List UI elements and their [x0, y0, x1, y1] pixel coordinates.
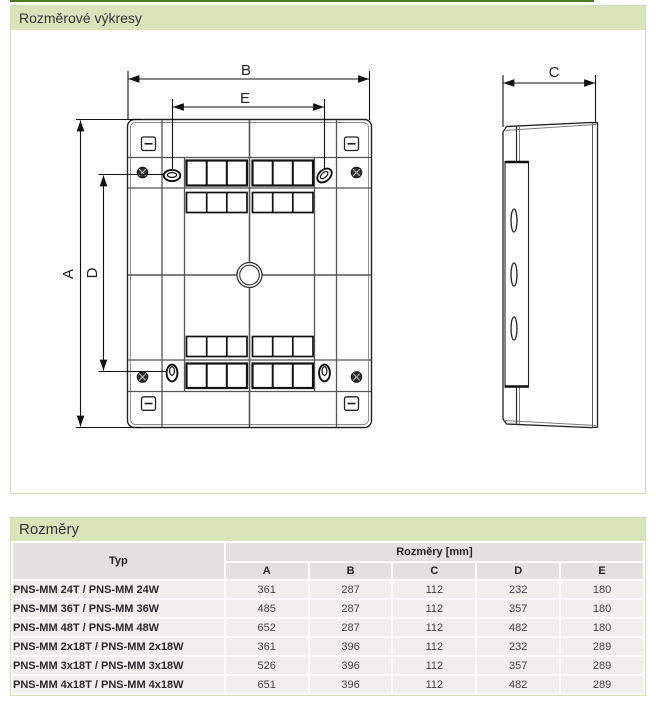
- col-header-typ: Typ: [13, 543, 224, 579]
- cell-a: 485: [226, 600, 308, 617]
- cell-type: PNS-MM 36T / PNS-MM 36W: [13, 600, 224, 617]
- cell-b: 396: [310, 676, 392, 693]
- drawings-section-title: Rozměrové výkresy: [11, 6, 645, 30]
- technical-drawing: [11, 30, 645, 493]
- dimensions-section: [10, 517, 646, 696]
- cell-type: PNS-MM 3x18T / PNS-MM 3x18W: [13, 657, 224, 674]
- center-knockout: [237, 263, 262, 288]
- table-row: [13, 600, 643, 617]
- cell-c: 112: [393, 657, 475, 674]
- cell-d: 482: [477, 676, 559, 693]
- table-row: [13, 638, 643, 655]
- cell-a: 652: [226, 619, 308, 636]
- side-view: [503, 123, 598, 428]
- drawings-section: [10, 5, 646, 494]
- table-row: [13, 619, 643, 636]
- cell-type: PNS-MM 4x18T / PNS-MM 4x18W: [13, 676, 224, 693]
- cell-c: 112: [393, 619, 475, 636]
- table-row: [13, 657, 643, 674]
- cell-d: 482: [477, 619, 559, 636]
- cell-b: 287: [310, 600, 392, 617]
- table-row: [13, 676, 643, 693]
- front-view: [128, 120, 372, 428]
- cell-b: 287: [310, 619, 392, 636]
- dim-label-e: E: [239, 90, 251, 107]
- cell-e: 180: [561, 600, 643, 617]
- cell-b: 396: [310, 657, 392, 674]
- cell-e: 180: [561, 581, 643, 598]
- dim-label-d: D: [84, 267, 101, 279]
- cell-a: 361: [226, 638, 308, 655]
- cell-c: 112: [393, 600, 475, 617]
- col-header-a: A: [226, 563, 308, 579]
- cell-a: 526: [226, 657, 308, 674]
- dimensions-table: [11, 541, 645, 695]
- cell-type: PNS-MM 24T / PNS-MM 24W: [13, 581, 224, 598]
- cell-e: 289: [561, 676, 643, 693]
- dim-label-a: A: [60, 268, 77, 280]
- dim-label-b: B: [240, 62, 252, 79]
- cell-b: 396: [310, 638, 392, 655]
- cell-c: 112: [393, 638, 475, 655]
- cell-a: 651: [226, 676, 308, 693]
- table-header-row-1: [13, 543, 643, 561]
- cell-d: 357: [477, 600, 559, 617]
- back-plate: [505, 162, 529, 388]
- dimensions-section-title: Rozměry: [11, 518, 645, 541]
- col-header-b: B: [310, 563, 392, 579]
- cell-e: 289: [561, 638, 643, 655]
- top-accent-line: [10, 0, 594, 2]
- cell-d: 232: [477, 581, 559, 598]
- cell-c: 112: [393, 676, 475, 693]
- col-header-c: C: [393, 563, 475, 579]
- cell-d: 232: [477, 638, 559, 655]
- table-row: [13, 581, 643, 598]
- cell-d: 357: [477, 657, 559, 674]
- cell-type: PNS-MM 48T / PNS-MM 48W: [13, 619, 224, 636]
- cell-a: 361: [226, 581, 308, 598]
- cell-c: 112: [393, 581, 475, 598]
- dim-label-c: C: [548, 64, 560, 81]
- cell-b: 287: [310, 581, 392, 598]
- cell-type: PNS-MM 2x18T / PNS-MM 2x18W: [13, 638, 224, 655]
- cell-e: 289: [561, 657, 643, 674]
- col-group-header: Rozměry [mm]: [226, 543, 643, 561]
- col-header-e: E: [561, 563, 643, 579]
- cell-e: 180: [561, 619, 643, 636]
- col-header-d: D: [477, 563, 559, 579]
- technical-drawing-svg: [11, 30, 645, 493]
